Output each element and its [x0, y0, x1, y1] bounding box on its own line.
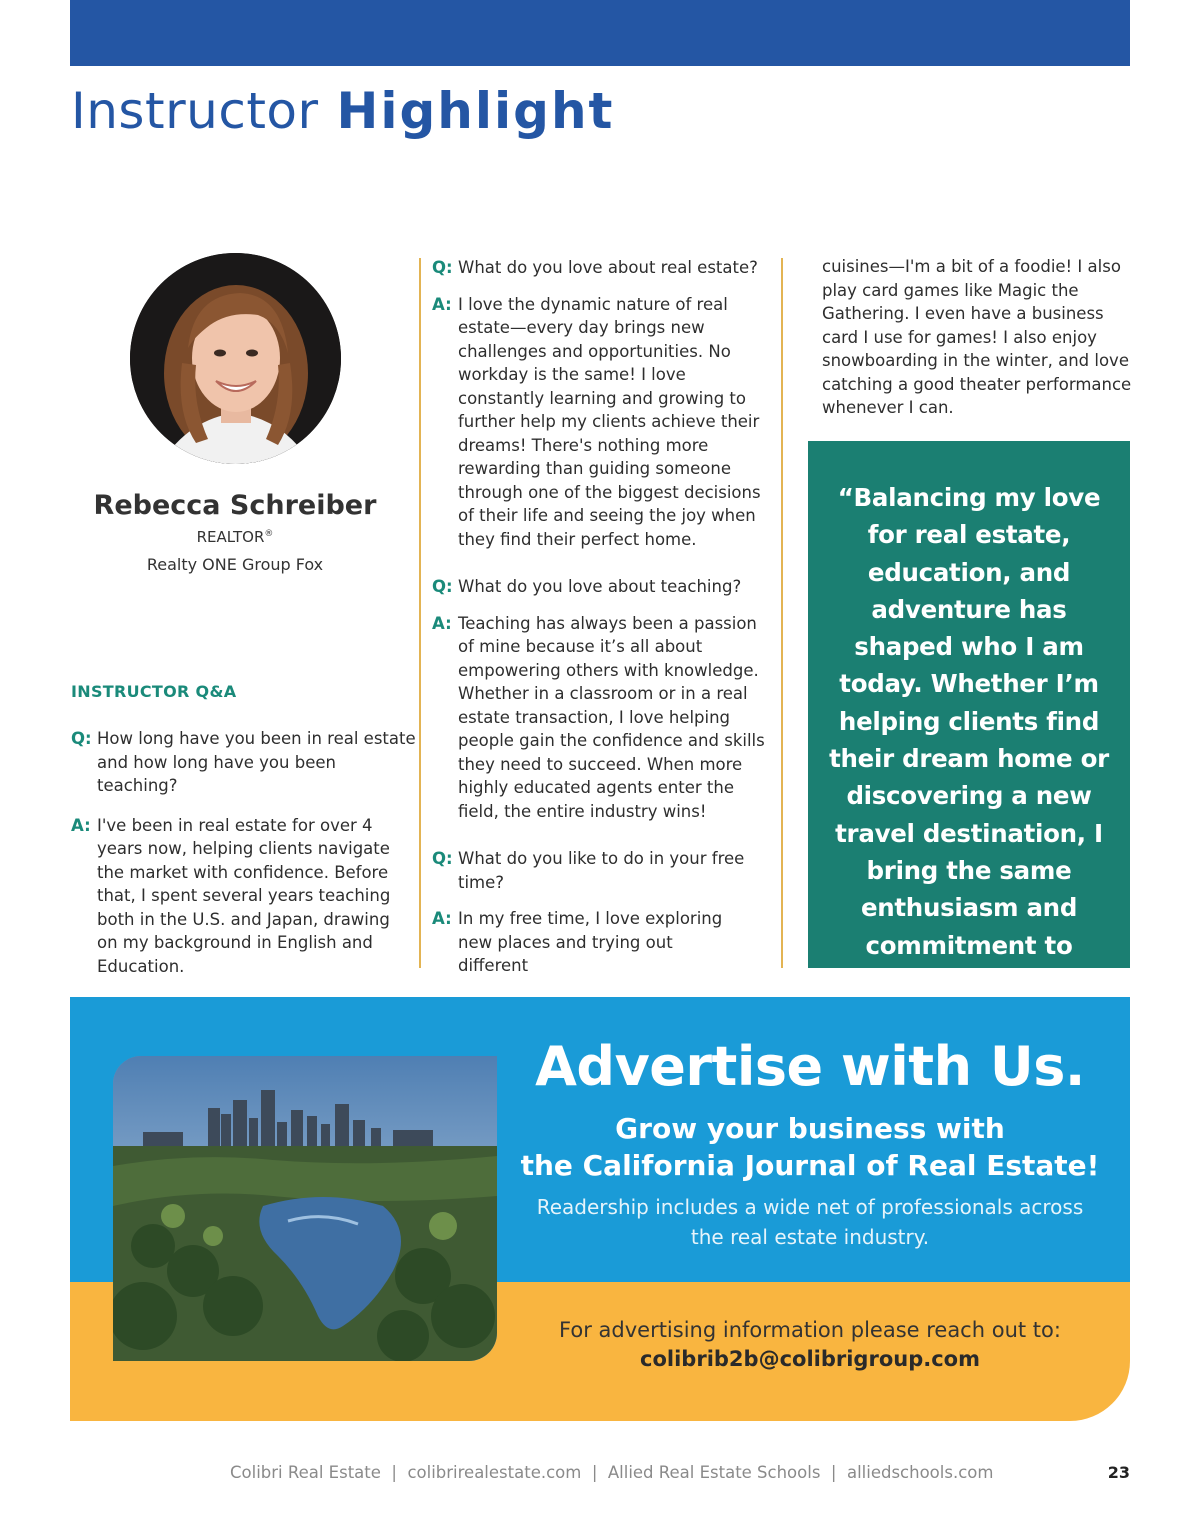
- qa-heading: INSTRUCTOR Q&A: [71, 682, 237, 701]
- instructor-name: Rebecca Schreiber: [93, 490, 377, 521]
- a-marker: A:: [432, 294, 452, 314]
- answer-2: [432, 293, 777, 552]
- registered-mark: ®: [264, 529, 274, 539]
- title-bold: Highlight: [336, 82, 615, 140]
- question-text: How long have you been in real estate and how long have you been teaching?: [97, 729, 416, 795]
- instructor-title: [70, 528, 400, 546]
- advert-subheadline-1: Grow your business with: [615, 1112, 1005, 1145]
- skyline-illustration: [113, 1056, 497, 1361]
- column-divider-1: [419, 258, 421, 968]
- answer-text: Teaching has always been a passion of mine because it’s all about empowering others with knowledge. Whether in a classroom or in a real estate transaction, I love helping people gain the confidence and skills they need to succeed. When more highly educated agents enter the field, the entire industry wins!: [458, 613, 765, 821]
- answer-text: I love the dynamic nature of real estate—every day brings new challenges and opportunities. No workday is the same! I love constantly learning and growing to further help my clients achieve their dreams! There's nothing more rewarding than guiding someone through one of the biggest decisions of their life and seeing the joy when they find their perfect home.: [458, 294, 761, 549]
- question-4: [432, 847, 777, 894]
- a-marker: A:: [71, 815, 91, 835]
- column-divider-2: [781, 258, 783, 968]
- answer-continuation: cuisines—I'm a bit of a foodie! I also play card games like Magic the Gathering. I even have a business card I use for games! I also enjoy snowboarding in the winter, and love catching a good theater performance whenever I can.: [822, 257, 1132, 417]
- city-skyline-photo: [113, 1056, 497, 1361]
- header-bar: [70, 0, 1130, 66]
- advert-contact-line: For advertising information please reach out to:: [559, 1318, 1061, 1342]
- advert-body: Readership includes a wide net of professionals across the real estate industry.: [536, 1195, 1084, 1249]
- pull-quote: [808, 441, 1130, 997]
- q-marker: Q:: [432, 577, 453, 596]
- advert-headline: Advertise with Us.: [535, 1035, 1085, 1098]
- question-text: What do you like to do in your free time?: [458, 849, 745, 892]
- a-marker: A:: [432, 909, 452, 928]
- answer-1: [71, 814, 416, 979]
- answer-text: In my free time, I love exploring new places and trying out different: [458, 909, 723, 975]
- q-marker: Q:: [432, 258, 453, 277]
- advert-subheadline-2: the California Journal of Real Estate!: [520, 1149, 1100, 1182]
- page-number: 23: [1107, 1463, 1130, 1482]
- instructor-portrait: [130, 253, 341, 464]
- instructor-company: Realty ONE Group Fox: [146, 555, 324, 574]
- title-light: Instructor: [71, 82, 319, 140]
- question-3: [432, 575, 777, 599]
- portrait-illustration: [130, 253, 341, 464]
- q-marker: Q:: [71, 729, 92, 748]
- footer-text: Colibri Real Estate | colibrirealestate.com | Allied Real Estate Schools | alliedschools.com: [230, 1463, 994, 1482]
- q-marker: Q:: [432, 849, 453, 868]
- answer-4: [432, 907, 777, 978]
- question-1: [71, 727, 416, 798]
- pull-quote-text: “Balancing my love for real estate, education, and adventure has shaped who I am today. Whether I’m helping clients find their dream home or discovering a new travel destination, I bring the same enthusiasm and commitment to everything I do.”: [829, 483, 1109, 997]
- instructor-title-text: REALTOR: [196, 528, 265, 546]
- question-text: What do you love about real estate?: [458, 258, 758, 277]
- page-title: [71, 82, 614, 140]
- qa-column-1: [71, 727, 416, 978]
- answer-3: [432, 612, 777, 824]
- question-text: What do you love about teaching?: [458, 577, 742, 596]
- question-2: [432, 256, 777, 280]
- advert-email-link[interactable]: colibrib2b@colibrigroup.com: [640, 1347, 980, 1371]
- answer-text: I've been in real estate for over 4 years now, helping clients navigate the market with confidence. Before that, I spent several years teaching both in the U.S. and Japan, drawing on my background in English and Education.: [97, 815, 391, 976]
- a-marker: A:: [432, 613, 452, 633]
- qa-column-2: [432, 256, 777, 978]
